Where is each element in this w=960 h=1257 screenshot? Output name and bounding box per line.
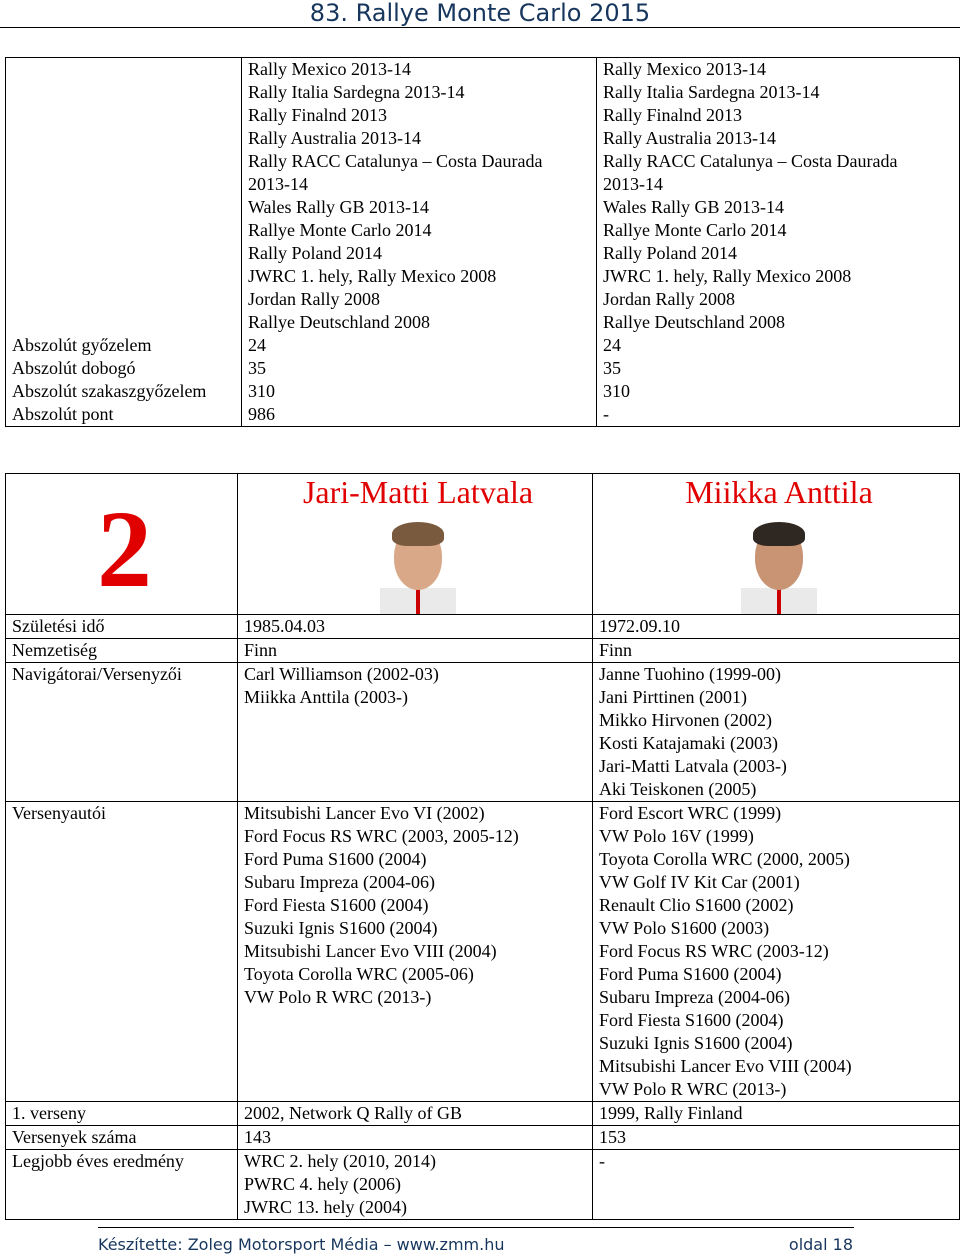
stat-left: 310 xyxy=(242,380,597,403)
stat-label: Abszolút dobogó xyxy=(6,357,242,380)
list-line: 1999, Rally Finland xyxy=(599,1103,743,1123)
crew-row-driver xyxy=(238,1102,593,1126)
list-line: Toyota Corolla WRC (2005-06) xyxy=(244,964,474,984)
crew-row-codriver xyxy=(593,802,960,1102)
list-line: Ford Puma S1600 (2004) xyxy=(599,964,782,984)
list-line: Suzuki Ignis S1600 (2004) xyxy=(599,1033,793,1053)
list-line: JWRC 13. hely (2004) xyxy=(244,1197,407,1217)
list-line: Mitsubishi Lancer Evo VI (2002) xyxy=(244,803,485,823)
stat-left: 24 xyxy=(242,334,597,357)
car-number: 2 xyxy=(97,488,152,610)
list-line: Carl Williamson (2002-03) xyxy=(244,664,439,684)
list-line: VW Polo S1600 (2003) xyxy=(599,918,770,938)
crew-row-codriver xyxy=(593,663,960,802)
stat-right: 35 xyxy=(597,357,960,380)
stat-label: Abszolút győzelem xyxy=(6,334,242,357)
stat-row xyxy=(6,380,960,403)
list-line: Wales Rally GB 2013-14 xyxy=(248,197,430,217)
list-line: Rally Australia 2013-14 xyxy=(603,128,776,148)
codriver-name: Miikka Anttila xyxy=(685,474,873,510)
list-line: Ford Fiesta S1600 (2004) xyxy=(244,895,429,915)
list-line: Finn xyxy=(244,640,278,660)
crew-data-row xyxy=(6,802,960,1102)
car-number-cell xyxy=(6,474,238,615)
footer-rule xyxy=(98,1227,854,1228)
list-line: Aki Teiskonen (2005) xyxy=(599,779,757,799)
stat-row xyxy=(6,403,960,427)
list-line: Rally Italia Sardegna 2013-14 xyxy=(248,82,465,102)
codriver-photo xyxy=(741,516,817,614)
list-line: Renault Clio S1600 (2002) xyxy=(599,895,794,915)
list-line: Ford Fiesta S1600 (2004) xyxy=(599,1010,784,1030)
list-line: VW Golf IV Kit Car (2001) xyxy=(599,872,800,892)
stat-right: 310 xyxy=(597,380,960,403)
list-line: 2013-14 xyxy=(248,174,308,194)
events-right-cell xyxy=(597,58,960,335)
list-line: - xyxy=(599,1151,605,1171)
list-line: Jani Pirttinen (2001) xyxy=(599,687,747,707)
crew-data-row xyxy=(6,1150,960,1220)
driver-photo xyxy=(380,516,456,614)
crew-row-codriver xyxy=(593,1102,960,1126)
list-line: VW Polo R WRC (2013-) xyxy=(599,1079,787,1099)
crew-row-driver xyxy=(238,802,593,1102)
header-rule xyxy=(0,27,960,28)
list-line: Rallye Monte Carlo 2014 xyxy=(603,220,787,240)
list-line: Jordan Rally 2008 xyxy=(603,289,735,309)
crew-row-label: Születési idő xyxy=(6,615,238,639)
crew-row-label: Versenyautói xyxy=(6,802,238,1102)
list-line: Suzuki Ignis S1600 (2004) xyxy=(244,918,438,938)
crew-profile-table xyxy=(5,473,960,1220)
crew-row-label: Navigátorai/Versenyzői xyxy=(6,663,238,802)
list-line: Rally Italia Sardegna 2013-14 xyxy=(603,82,820,102)
list-line: 2013-14 xyxy=(603,174,663,194)
crew-row-codriver xyxy=(593,1126,960,1150)
crew-row-driver xyxy=(238,1126,593,1150)
stat-row xyxy=(6,357,960,380)
previous-crew-stats-table xyxy=(5,57,960,427)
driver-cell xyxy=(238,474,593,615)
events-left-cell xyxy=(242,58,597,335)
stat-label: Abszolút pont xyxy=(6,403,242,427)
list-line: Ford Focus RS WRC (2003-12) xyxy=(599,941,829,961)
crew-row-codriver xyxy=(593,639,960,663)
list-line: Finn xyxy=(599,640,633,660)
crew-row-label: Versenyek száma xyxy=(6,1126,238,1150)
stat-right: 24 xyxy=(597,334,960,357)
list-line: Rally RACC Catalunya – Costa Daurada xyxy=(603,151,898,171)
stat-label: Abszolút szakaszgyőzelem xyxy=(6,380,242,403)
list-line: 1972.09.10 xyxy=(599,616,680,636)
crew-header-row xyxy=(6,474,960,615)
driver-name: Jari-Matti Latvala xyxy=(302,474,534,510)
stat-left: 986 xyxy=(242,403,597,427)
crew-row-codriver xyxy=(593,1150,960,1220)
list-line: Rally Poland 2014 xyxy=(603,243,737,263)
list-line: 1985.04.03 xyxy=(244,616,325,636)
crew-row-driver xyxy=(238,615,593,639)
crew-data-row xyxy=(6,1126,960,1150)
list-line: WRC 2. hely (2010, 2014) xyxy=(244,1151,436,1171)
list-line: 153 xyxy=(599,1127,626,1147)
list-line: Rally Mexico 2013-14 xyxy=(603,59,766,79)
crew-data-row xyxy=(6,615,960,639)
list-line: Ford Focus RS WRC (2003, 2005-12) xyxy=(244,826,519,846)
stat-right: - xyxy=(597,403,960,427)
list-line: Rally RACC Catalunya – Costa Daurada xyxy=(248,151,543,171)
codriver-cell xyxy=(593,474,960,615)
crew-data-row xyxy=(6,1102,960,1126)
list-line: Jari-Matti Latvala (2003-) xyxy=(599,756,787,776)
events-row xyxy=(6,58,960,335)
stat-left: 35 xyxy=(242,357,597,380)
list-line: Rally Finalnd 2013 xyxy=(603,105,742,125)
footer-credit: Készítette: Zoleg Motorsport Média – www.zmm.hu xyxy=(98,1235,505,1254)
events-label-cell xyxy=(6,58,242,335)
page-number: oldal 18 xyxy=(788,1235,853,1254)
crew-row-codriver xyxy=(593,615,960,639)
list-line: VW Polo 16V (1999) xyxy=(599,826,754,846)
crew-row-label: Nemzetiség xyxy=(6,639,238,663)
list-line: Subaru Impreza (2004-06) xyxy=(599,987,790,1007)
page-footer xyxy=(98,1235,853,1254)
crew-row-driver xyxy=(238,639,593,663)
list-line: Toyota Corolla WRC (2000, 2005) xyxy=(599,849,850,869)
list-line: Ford Escort WRC (1999) xyxy=(599,803,782,823)
list-line: PWRC 4. hely (2006) xyxy=(244,1174,401,1194)
list-line: Subaru Impreza (2004-06) xyxy=(244,872,435,892)
list-line: Mikko Hirvonen (2002) xyxy=(599,710,772,730)
list-line: Rally Finalnd 2013 xyxy=(248,105,387,125)
list-line: Rallye Deutschland 2008 xyxy=(248,312,430,332)
list-line: 2002, Network Q Rally of GB xyxy=(244,1103,462,1123)
crew-rows xyxy=(6,615,960,1220)
list-line: Miikka Anttila (2003-) xyxy=(244,687,408,707)
list-line: Rallye Deutschland 2008 xyxy=(603,312,785,332)
list-line: Ford Puma S1600 (2004) xyxy=(244,849,427,869)
list-line: Wales Rally GB 2013-14 xyxy=(603,197,785,217)
list-line: Rally Australia 2013-14 xyxy=(248,128,421,148)
crew-row-driver xyxy=(238,1150,593,1220)
list-line: Rally Mexico 2013-14 xyxy=(248,59,411,79)
list-line: JWRC 1. hely, Rally Mexico 2008 xyxy=(603,266,852,286)
list-line: Rallye Monte Carlo 2014 xyxy=(248,220,432,240)
list-line: 143 xyxy=(244,1127,271,1147)
list-line: Mitsubishi Lancer Evo VIII (2004) xyxy=(599,1056,852,1076)
list-line: Mitsubishi Lancer Evo VIII (2004) xyxy=(244,941,497,961)
crew-row-label: 1. verseny xyxy=(6,1102,238,1126)
stat-row xyxy=(6,334,960,357)
page-header-title: 83. Rallye Monte Carlo 2015 xyxy=(309,0,651,27)
list-line: VW Polo R WRC (2013-) xyxy=(244,987,432,1007)
list-line: Janne Tuohino (1999-00) xyxy=(599,664,782,684)
crew-data-row xyxy=(6,639,960,663)
list-line: Jordan Rally 2008 xyxy=(248,289,380,309)
crew-row-label: Legjobb éves eredmény xyxy=(6,1150,238,1220)
list-line: JWRC 1. hely, Rally Mexico 2008 xyxy=(248,266,497,286)
crew-data-row xyxy=(6,663,960,802)
crew-row-driver xyxy=(238,663,593,802)
list-line: Rally Poland 2014 xyxy=(248,243,382,263)
list-line: Kosti Katajamaki (2003) xyxy=(599,733,778,753)
